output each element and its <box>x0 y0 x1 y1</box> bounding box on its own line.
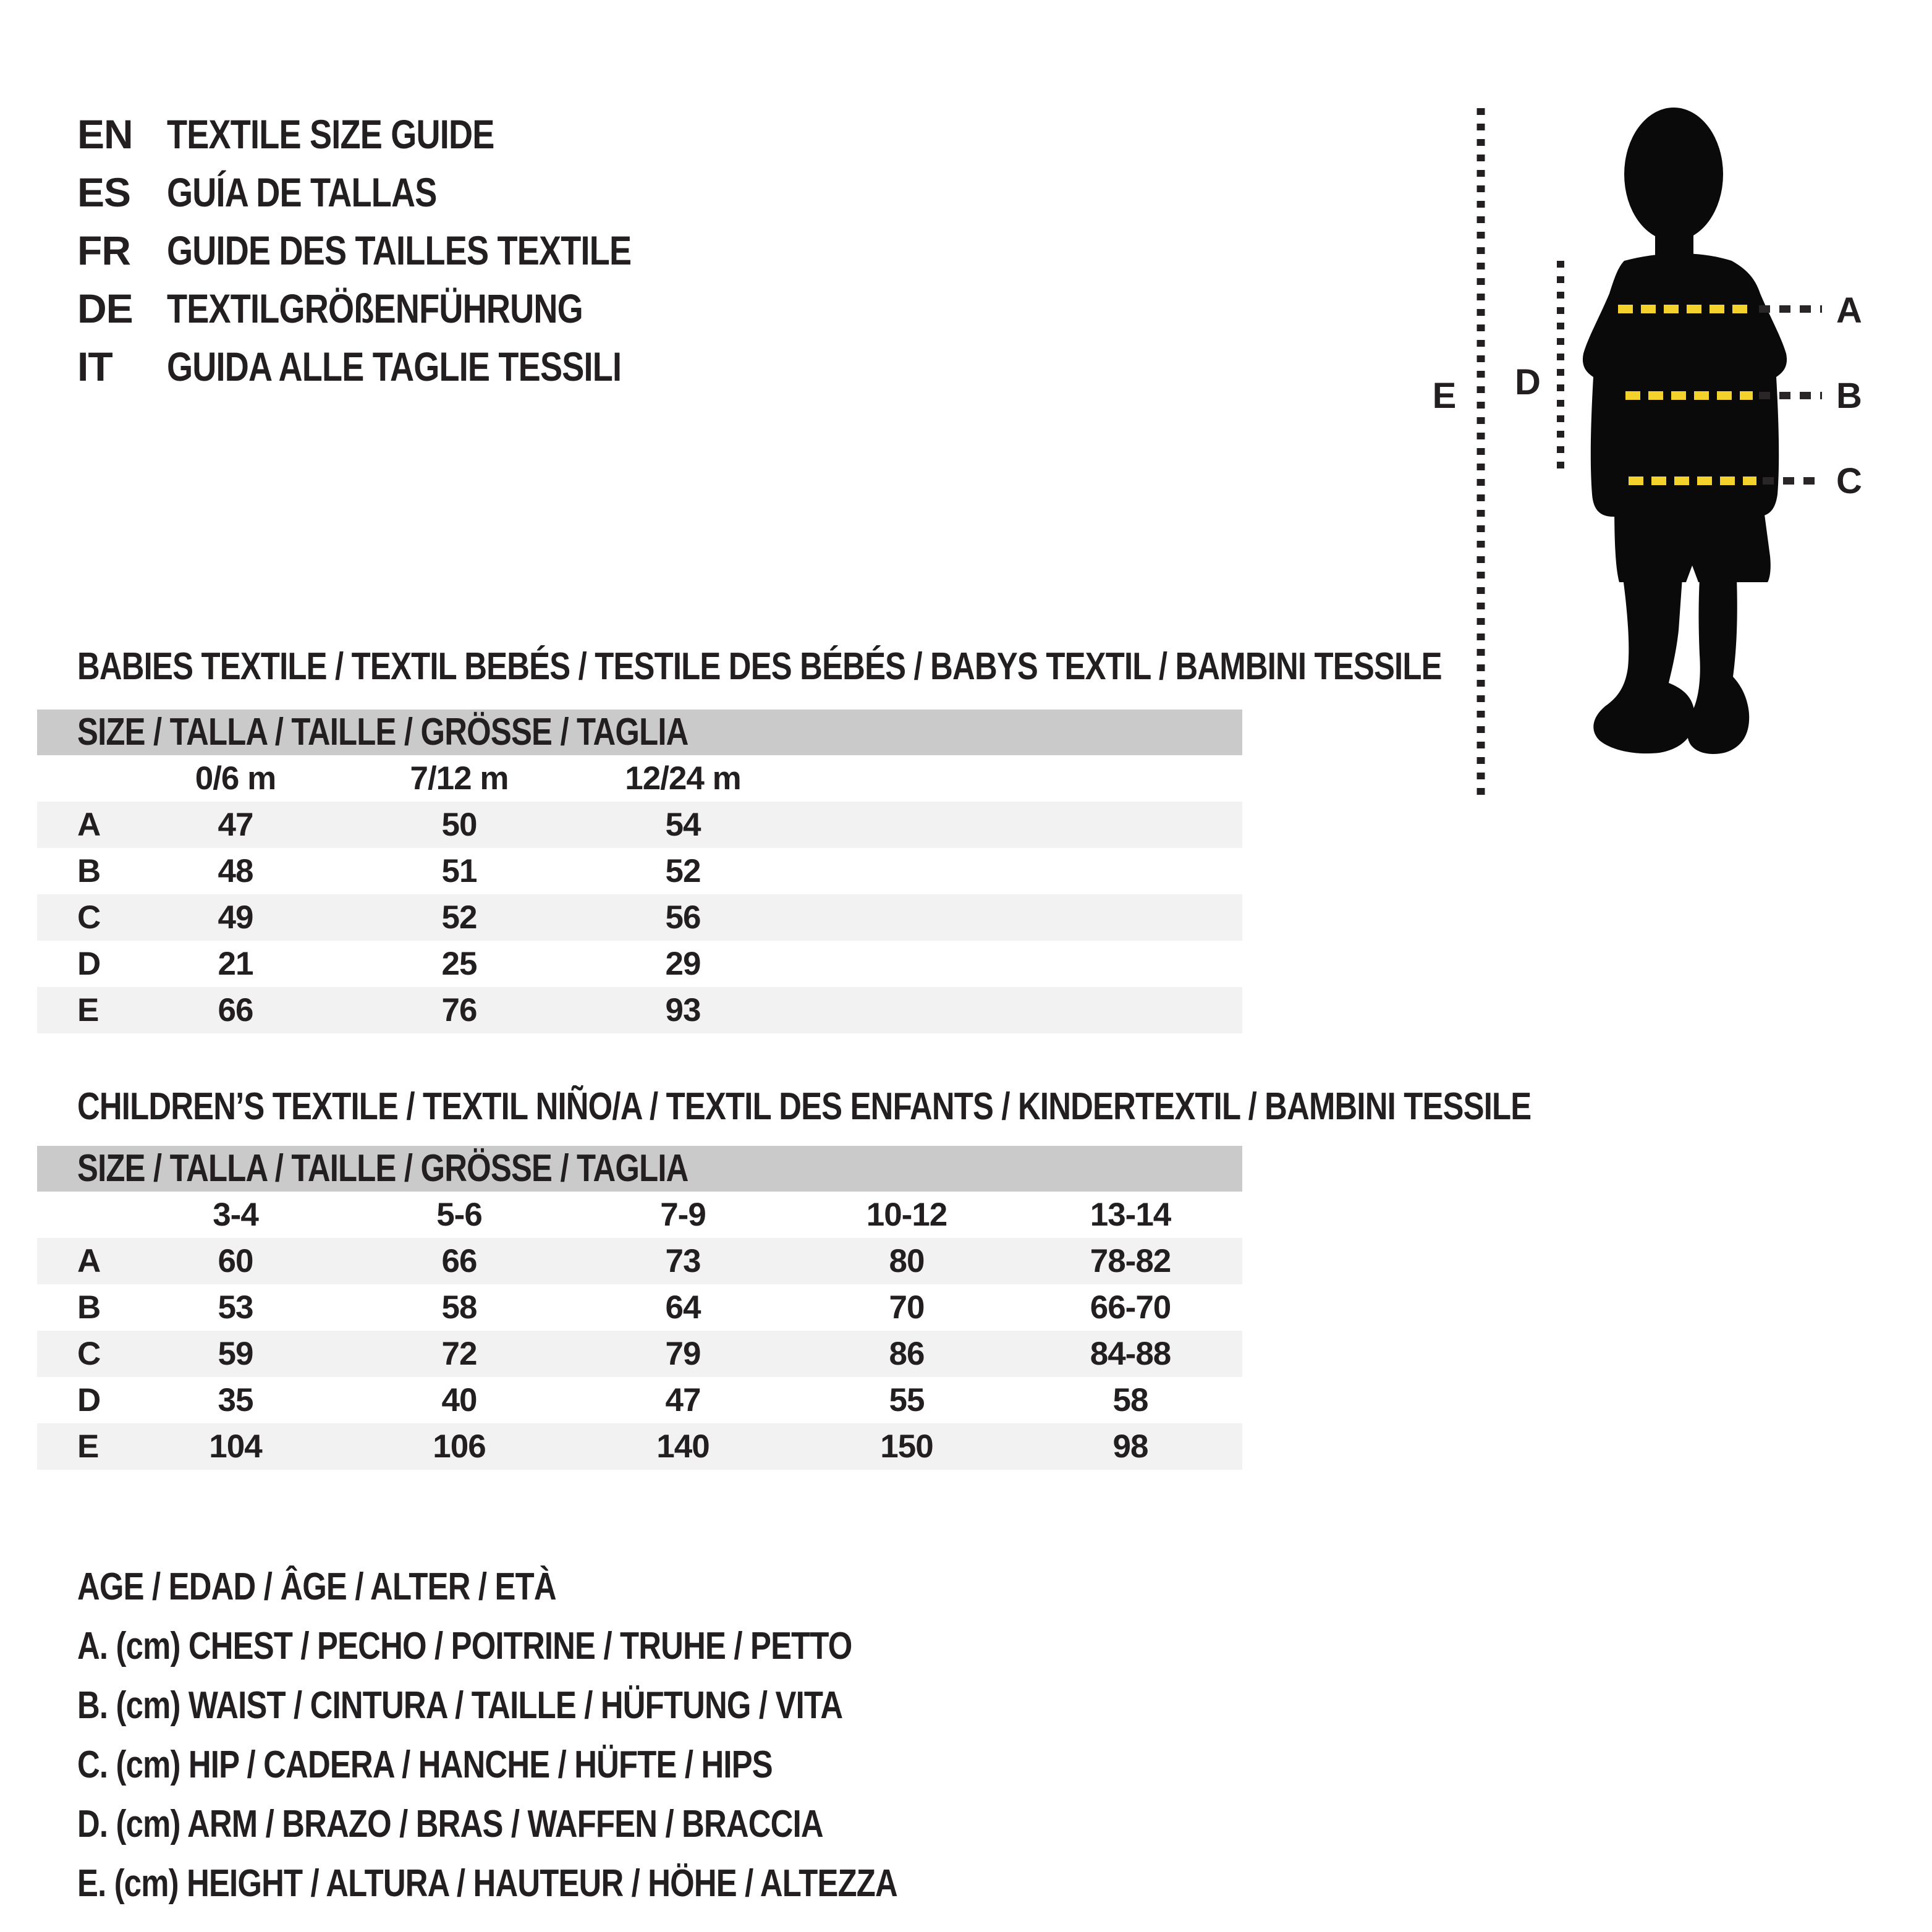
value-cell: 140 <box>656 1428 710 1465</box>
value-cell: 76 <box>441 992 477 1028</box>
value-cell: 49 <box>218 899 253 936</box>
table-row <box>37 1377 1242 1423</box>
value-cell: 59 <box>218 1336 253 1372</box>
value-cell: 53 <box>218 1289 253 1326</box>
children-table-body <box>37 1238 1242 1470</box>
language-row <box>77 337 733 396</box>
value-cell: 150 <box>880 1428 933 1465</box>
value-cell: 93 <box>665 992 701 1028</box>
row-label-cell: A <box>77 1243 101 1279</box>
guide-title-text: TEXTILGRÖßENFÜHRUNG <box>167 286 583 331</box>
column-header-cell: 5-6 <box>436 1197 482 1233</box>
value-cell: 50 <box>441 807 477 843</box>
silhouette-head <box>1624 108 1723 241</box>
value-cell: 52 <box>665 853 701 889</box>
value-cell: 21 <box>218 946 253 982</box>
children-size-table <box>37 1146 1242 1470</box>
table-row <box>37 802 1242 848</box>
guide-title-text: GUIDE DES TAILLES TEXTILE <box>167 227 632 273</box>
value-cell: 52 <box>441 899 477 936</box>
column-header-row <box>37 755 1242 802</box>
babies-column-header-row <box>37 755 1242 802</box>
language-code: IT <box>77 344 112 389</box>
guide-title <box>167 227 733 273</box>
language-code: ES <box>77 169 131 215</box>
legend-line <box>77 1735 1077 1795</box>
value-cell: 58 <box>1112 1382 1148 1418</box>
value-cell: 98 <box>1112 1428 1148 1465</box>
value-cell: 106 <box>433 1428 486 1465</box>
table-row <box>37 987 1242 1033</box>
value-cell: 60 <box>218 1243 253 1279</box>
column-header-cell: 13-14 <box>1090 1197 1171 1233</box>
guide-title-text: GUIDA ALLE TAGLIE TESSILI <box>167 344 622 389</box>
babies-size-table <box>37 710 1242 1033</box>
children-section-heading <box>77 1085 1850 1128</box>
legend-line <box>77 1676 1077 1735</box>
value-cell: 35 <box>218 1382 253 1418</box>
children-section-heading-text: CHILDREN’S TEXTILE / TEXTIL NIÑO/A / TEXTIL DES ENFANTS / KINDERTEXTIL / BAMBINI TESSILE <box>77 1085 1532 1128</box>
legend-line <box>77 1795 1077 1854</box>
table-row <box>37 894 1242 941</box>
column-header-cell: 12/24 m <box>625 760 741 797</box>
label-d: D <box>1515 362 1541 402</box>
children-size-bar-label: SIZE / TALLA / TAILLE / GRÖSSE / TAGLIA <box>77 1147 688 1190</box>
value-cell: 70 <box>889 1289 925 1326</box>
value-cell: 86 <box>889 1336 925 1372</box>
language-code: EN <box>77 111 133 157</box>
language-row <box>77 221 733 279</box>
babies-section-heading-text: BABIES TEXTILE / TEXTIL BEBÉS / TESTILE DES BÉBÉS / BABYS TEXTIL / BAMBINI TESSILE <box>77 645 1442 688</box>
row-label-cell: C <box>77 1336 101 1372</box>
value-cell: 54 <box>665 807 701 843</box>
value-cell: 47 <box>218 807 253 843</box>
table-row <box>37 1423 1242 1470</box>
column-header-cell: 7/12 m <box>410 760 509 797</box>
value-cell: 78-82 <box>1090 1243 1171 1279</box>
table-row <box>37 941 1242 987</box>
row-label-cell: B <box>77 853 101 889</box>
babies-size-bar <box>37 710 1242 755</box>
value-cell: 66-70 <box>1090 1289 1171 1326</box>
label-e: E <box>1432 376 1457 416</box>
value-cell: 51 <box>441 853 477 889</box>
row-label-cell: B <box>77 1289 101 1326</box>
value-cell: 58 <box>441 1289 477 1326</box>
table-row <box>37 1284 1242 1331</box>
value-cell: 29 <box>665 946 701 982</box>
silhouette-shorts <box>1614 501 1771 582</box>
babies-section-heading <box>77 645 1741 688</box>
legend-line <box>77 1854 1077 1913</box>
value-cell: 40 <box>441 1382 477 1418</box>
guide-title <box>167 169 496 215</box>
value-cell: 64 <box>665 1289 701 1326</box>
value-cell: 66 <box>441 1243 477 1279</box>
language-code: DE <box>77 286 133 331</box>
children-column-header-row <box>37 1192 1242 1238</box>
value-cell: 66 <box>218 992 253 1028</box>
column-header-row <box>37 1192 1242 1238</box>
table-row <box>37 848 1242 894</box>
legend-line-text: AGE / EDAD / ÂGE / ALTER / ETÀ <box>77 1566 556 1608</box>
value-cell: 73 <box>665 1243 701 1279</box>
measurement-legend <box>77 1557 1077 1913</box>
row-label-cell: C <box>77 899 101 936</box>
legend-line-text: E. (cm) HEIGHT / ALTURA / HAUTEUR / HÖHE / ALTEZZA <box>77 1862 897 1905</box>
language-row <box>77 163 733 221</box>
babies-table-body <box>37 802 1242 1033</box>
column-header-cell: 10-12 <box>866 1197 947 1233</box>
legend-line-text: A. (cm) CHEST / PECHO / POITRINE / TRUHE / PETTO <box>77 1625 852 1667</box>
row-label-cell: A <box>77 807 101 843</box>
value-cell: 48 <box>218 853 253 889</box>
value-cell: 25 <box>441 946 477 982</box>
value-cell: 72 <box>441 1336 477 1372</box>
row-label-cell: E <box>77 1428 99 1465</box>
language-row <box>77 105 733 163</box>
language-row <box>77 279 733 337</box>
language-code: FR <box>77 227 130 273</box>
value-cell: 79 <box>665 1336 701 1372</box>
row-label-cell: D <box>77 946 101 982</box>
value-cell: 80 <box>889 1243 925 1279</box>
value-cell: 47 <box>665 1382 701 1418</box>
babies-size-bar-label: SIZE / TALLA / TAILLE / GRÖSSE / TAGLIA <box>77 711 688 753</box>
value-cell: 55 <box>889 1382 925 1418</box>
legend-line <box>77 1557 1077 1617</box>
language-title-block <box>77 105 733 396</box>
legend-line <box>77 1617 1077 1676</box>
label-b: B <box>1836 376 1862 416</box>
column-header-cell: 7-9 <box>660 1197 706 1233</box>
value-cell: 56 <box>665 899 701 936</box>
label-c: C <box>1836 461 1862 501</box>
row-label-cell: D <box>77 1382 101 1418</box>
column-header-cell: 0/6 m <box>195 760 276 797</box>
table-row <box>37 1238 1242 1284</box>
value-cell: 104 <box>209 1428 262 1465</box>
guide-title <box>167 111 566 157</box>
legend-line-text: B. (cm) WAIST / CINTURA / TAILLE / HÜFTUNG / VITA <box>77 1684 843 1727</box>
value-cell: 84-88 <box>1090 1336 1171 1372</box>
table-row <box>37 1331 1242 1377</box>
guide-title-text: TEXTILE SIZE GUIDE <box>167 111 494 157</box>
children-size-bar <box>37 1146 1242 1192</box>
legend-line-text: D. (cm) ARM / BRAZO / BRAS / WAFFEN / BRACCIA <box>77 1803 823 1845</box>
legend-line-text: C. (cm) HIP / CADERA / HANCHE / HÜFTE / HIPS <box>77 1743 773 1786</box>
guide-title <box>167 346 721 387</box>
guide-title <box>167 288 674 329</box>
child-measurement-diagram <box>1409 74 1932 820</box>
column-header-cell: 3-4 <box>213 1197 258 1233</box>
label-a: A <box>1836 290 1862 331</box>
guide-title-text: GUÍA DE TALLAS <box>167 169 437 215</box>
row-label-cell: E <box>77 992 99 1028</box>
